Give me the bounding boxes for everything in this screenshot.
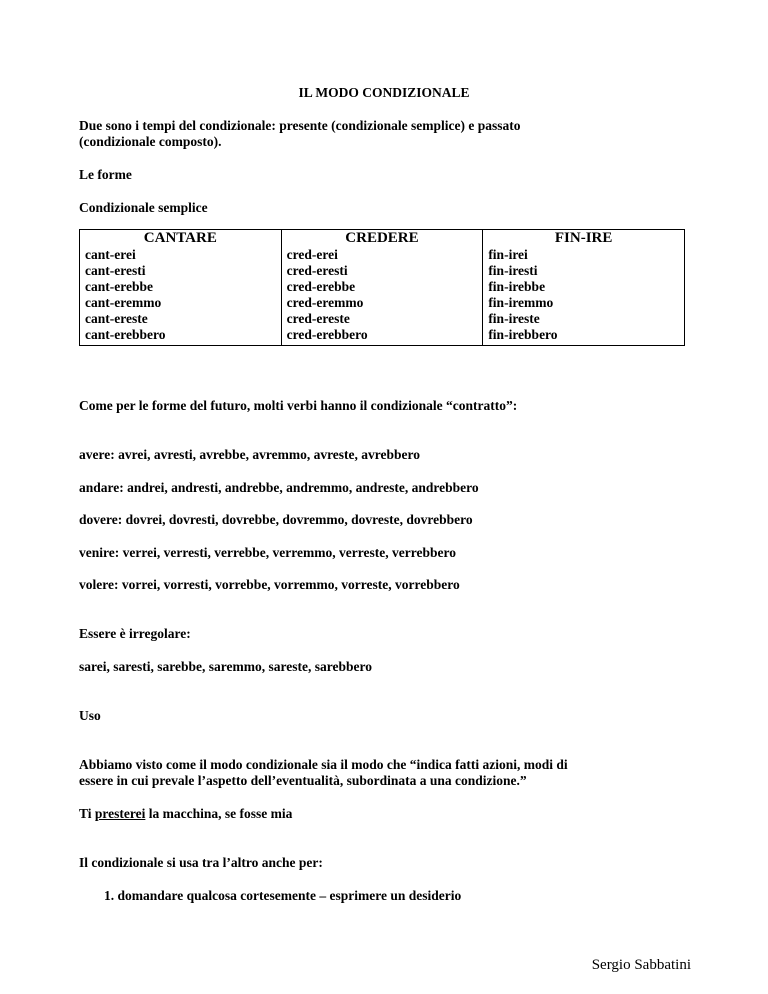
form-cell: fin-iresti: [488, 263, 538, 278]
form-cell: cred-erebbero: [286, 327, 368, 342]
form-cell: cant-erebbero: [85, 327, 166, 342]
footer-author: Sergio Sabbatini: [591, 957, 691, 973]
si-usa-line: Il condizionale si usa tra l’altro anche per:: [79, 855, 323, 870]
conjugation-table: [79, 229, 685, 346]
conjugation-column-cantare: [80, 230, 282, 346]
section-heading-cond-semplice: Condizionale semplice: [79, 200, 208, 215]
essere-heading: Essere è irregolare:: [79, 626, 191, 641]
form-cell: cred-eremmo: [286, 295, 364, 310]
intro-line-1: Due sono i tempi del condizionale: presente (condizionale semplice) e passato: [79, 118, 521, 133]
conjugation-column-credere: [281, 230, 483, 346]
contratto-venire: venire: verrei, verresti, verrebbe, verremmo, verreste, verrebbero: [79, 545, 456, 560]
contratto-dovere: dovere: dovrei, dovresti, dovrebbe, dovremmo, dovreste, dovrebbero: [79, 512, 473, 527]
form-cell: cant-erebbe: [85, 279, 153, 294]
column-header: CREDERE: [345, 230, 419, 246]
conjugation-column-finire: [483, 230, 685, 346]
form-cell: cant-ereste: [85, 311, 148, 326]
page-title: IL MODO CONDIZIONALE: [298, 85, 470, 100]
column-header: CANTARE: [143, 230, 217, 246]
section-heading-forme: Le forme: [79, 167, 132, 182]
example-verb: presterei: [94, 806, 146, 821]
form-cell: cred-ereste: [286, 311, 350, 326]
form-cell: cant-erei: [85, 247, 136, 262]
uso-line-2: essere in cui prevale l’aspetto dell’eventualità, subordinata a una condizione.”: [79, 773, 527, 788]
example-post: la macchina, se fosse mia: [145, 806, 293, 821]
contratto-intro: Come per le forme del futuro, molti verbi hanno il condizionale “contratto”:: [79, 398, 518, 413]
form-cell: cant-eresti: [85, 263, 146, 278]
form-cell: fin-irei: [488, 247, 528, 262]
contratto-avere: avere: avrei, avresti, avrebbe, avremmo, avreste, avrebbero: [79, 447, 421, 462]
example-sentence: [79, 806, 292, 822]
form-cell: fin-irebbe: [488, 279, 546, 294]
essere-forms: sarei, saresti, sarebbe, saremmo, sareste, sarebbero: [79, 659, 372, 674]
form-cell: fin-ireste: [488, 311, 540, 326]
list-item: 1. domandare qualcosa cortesemente – esprimere un desiderio: [104, 888, 462, 903]
example-pre: Ti: [79, 806, 95, 821]
column-header: FIN-IRE: [554, 230, 613, 246]
form-cell: fin-irebbero: [488, 327, 558, 342]
form-cell: cred-erebbe: [286, 279, 356, 294]
form-cell: fin-iremmo: [488, 295, 554, 310]
form-cell: cred-eresti: [286, 263, 348, 278]
contratto-andare: andare: andrei, andresti, andrebbe, andremmo, andreste, andrebbero: [79, 480, 479, 495]
form-cell: cant-eremmo: [85, 295, 162, 310]
uso-line-1: Abbiamo visto come il modo condizionale sia il modo che “indica fatti azioni, modi di: [79, 757, 568, 772]
form-cell: cred-erei: [286, 247, 338, 262]
intro-line-2: (condizionale composto).: [79, 134, 222, 149]
section-heading-uso: Uso: [79, 708, 101, 723]
contratto-volere: volere: vorrei, vorresti, vorrebbe, vorremmo, vorreste, vorrebbero: [79, 577, 460, 592]
